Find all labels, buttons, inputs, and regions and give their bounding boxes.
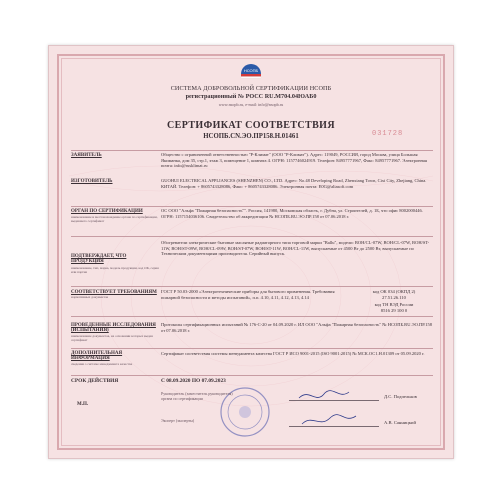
certification-body-label: ОРГАН ПО СЕРТИФИКАЦИИ: [71, 209, 143, 214]
divider: [71, 206, 433, 207]
divider: [71, 150, 433, 151]
contact-line: www.nsopb.ru, e-mail: info@nsopb.ru: [218, 102, 284, 107]
tests-sublabel: наименование документов, на основании которых выдан сертификат: [71, 334, 153, 342]
divider: [71, 375, 433, 376]
certification-body-sublabel: наименование и местонахождение органа по сертификации, выдавшего сертификат: [71, 215, 158, 223]
divider: [71, 286, 433, 287]
requirements-label: СООТВЕТСТВУЕТ ТРЕБОВАНИЯМ: [71, 290, 157, 295]
tnved-label: код ТН ВЭД России: [374, 301, 414, 307]
certificate-number: НСОПБ.CN.ЭО.ПР158.Н.01461: [203, 133, 299, 140]
okpd-code: 27.51.26.110: [382, 295, 406, 301]
validity-label: СРОК ДЕЙСТВИЯ: [71, 378, 119, 384]
certificate-document: [48, 45, 454, 459]
expert-name: А.В. Санницкий: [384, 420, 416, 425]
applicant-label: ЗАЯВИТЕЛЬ: [71, 153, 102, 158]
manufacturer-label: ИЗГОТОВИТЕЛЬ: [71, 179, 113, 184]
head-name: Д.С. Подпельков: [384, 394, 417, 399]
product-text: Обогреватели электрические бытовые масляные радиаторного типа торговой марки "Ballu", модели: BOH/CL-07W, BOH/CL-07W, BOH/ST-11W, BOH/ST-09W, BOH/CL-09W, BOH/ST-07W, BOH/ST-11W, BOH/CL-11W, выпускаемые от 4500 Вт до 2500 Вт, выпускаемые по Техническим документациям производителя. Серийный выпуск.: [161, 240, 430, 257]
tests-label: ПРОВЕДЕННЫЕ ИССЛЕДОВАНИЯ (ИСПЫТАНИЯ): [71, 323, 156, 334]
expert-signature-label: Эксперт (эксперты): [161, 418, 195, 423]
product-label: ПОДТВЕРЖДАЕТ, ЧТО ПРОДУКЦИЯ: [71, 254, 127, 265]
requirements-sublabel: нормативных документов: [71, 295, 109, 299]
classification-codes: [354, 289, 434, 315]
serial-number: 031728: [372, 130, 404, 138]
mp-mark: М.П.: [77, 402, 89, 407]
certificate-title: СЕРТИФИКАТ СООТВЕТСТВИЯ: [167, 120, 335, 131]
divider: [71, 348, 433, 349]
additional-info-label: ДОПОЛНИТЕЛЬНАЯ ИНФОРМАЦИЯ: [71, 351, 123, 362]
applicant-text: Общество с ограниченной ответственностью "Р-Климат" (ООО "Р-Климат"). Адрес: 119049, РОССИЯ, город Москва, улица Большая Якиманка, дом 35, стр.1, этаж 3, помещение 1, комната 4. ОГРН: 1157746024919. Телефон: 84957771967, Факс: 84957771967. Электронная почта: info@rusklimat.ru: [161, 152, 427, 169]
head-signature-label: Руководитель (заместитель руководителя) органа по сертификации: [161, 391, 233, 401]
additional-info-text: Сертификат соответствия системы менеджмента качества ГОСТ Р ИСО 9001-2015 (ISO 9001:2015) № МСК.ОС1.Н.01309 от 05.09.2020 г.: [161, 351, 425, 356]
manufacturer-text: GUOHUI ELECTRICAL APPLIANCES (SHENZHEN) CO., LTD. Адрес: No.48 Developing Road, Zhenxiang Town, Cixi City, Zhejiang, China. КИТАЙ. Телефон: + 8605743328086, Факс: + 8605743328086. Электронная почта: E0G@aliasoft.com: [161, 178, 427, 189]
registration-number: регистрационный № РОСС RU.М704.04ЮАБ0: [185, 93, 317, 100]
product-sublabel: наименование, тип, марка, модель продукции, код ОК, серия или партия: [71, 266, 159, 274]
validity-dates: С 08.09.2020 ПО 07.09.2023: [161, 378, 226, 384]
nsopb-logo-icon: [238, 61, 264, 81]
additional-info-sublabel: сведения о системе менеджмента качества: [71, 362, 133, 366]
divider: [71, 316, 433, 317]
logo-text: НСОПБ: [243, 68, 259, 73]
okpd-label: код ОК 034 (ОКПД 2): [372, 289, 416, 294]
tests-text: Протоколы сертификационных испытаний № 176-С-20 от 04.09.2020 г. ИЛ ООО "Альфа "Пожарная безопасность" № НСОПБ.RU.ЭО.ПР.158 от 07.06.2018 г.: [161, 322, 433, 333]
handwritten-signatures: [294, 386, 374, 430]
certification-body-text: ОС ООО "Альфа "Пожарная безопасность"". Россия, 141980, Московская область, г. Дубна, ул. Строителей, д. 1Б, что офис 8002000446. ОГРН: 1157154036106. Свидетельство об аккредитации № НСОПБ.RU.ЭО.ПР.158 от 07.06.2018 г.: [161, 208, 423, 219]
tnved-code: 8516 29 100 0: [380, 308, 408, 314]
divider: [71, 236, 433, 237]
requirements-text: ГОСТ Р 50.03-2000 «Электротехнические приборы для бытового применения. Требования пожарной безопасности и методы испытаний», п.п. 4.10, 4.11, 4.12, 4.13, 4.14: [161, 289, 335, 300]
system-name: СИСТЕМА ДОБРОВОЛЬНОЙ СЕРТИФИКАЦИИ НСОПБ: [170, 85, 332, 92]
